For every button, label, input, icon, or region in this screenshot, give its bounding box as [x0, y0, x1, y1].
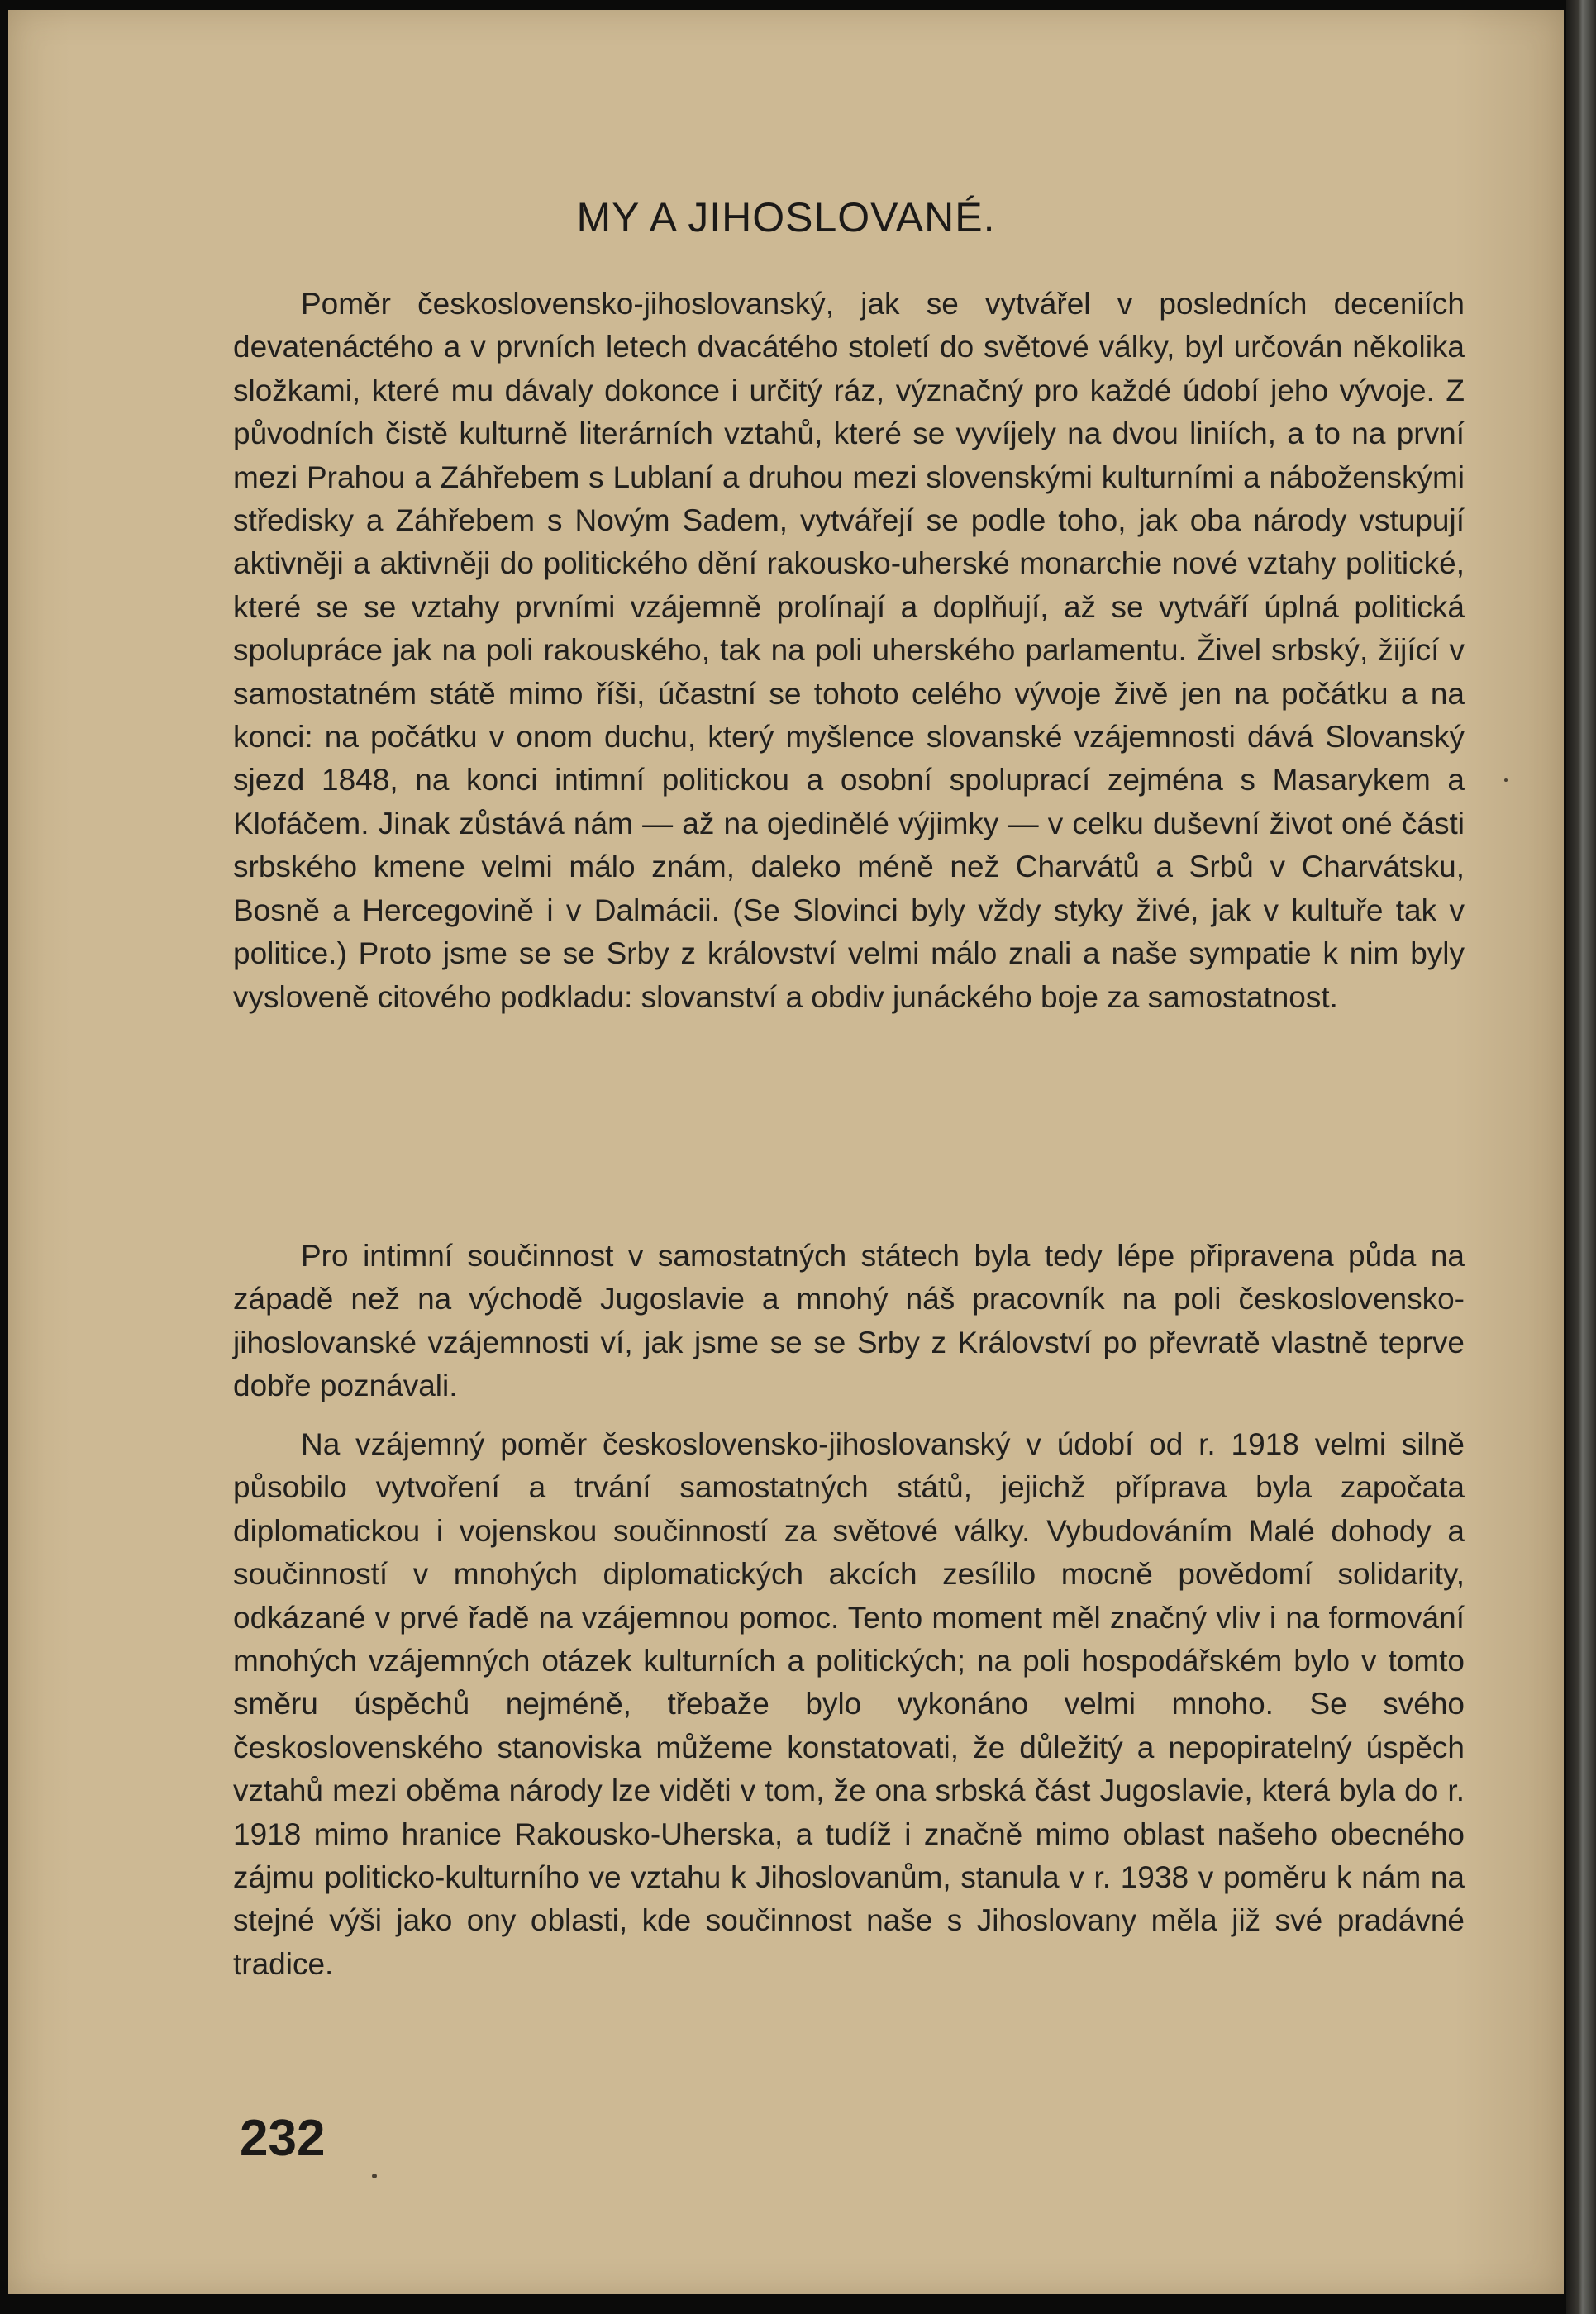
paragraph-1: Poměr československo-jihoslovanský, jak se vytvářel v posledních deceniích devatenáctého a v prvních letech dvacátého století do světové války, byl určován několika složkami, které mu dávaly dokonce i určitý ráz, význačný pro každé údobí jeho vývoje. Z původních čistě kulturně literárních vztahů, které se vyvíjely na dvou liniích, a to na první mezi Prahou a Záhřebem s Lublaní a druhou mezi slovenskými kulturními a náboženskými středisky a Záhřebem s Novým Sadem, vytvářejí se podle toho, jak oba národy vstupují aktivněji a aktivněji do politického dění rakousko-uherské monarchie nové vztahy politické, které se se vztahy prvními vzájemně prolínají a doplňují, až se vytváří úplná politická spolupráce jak na poli rakouského, tak na poli uherského parlamentu. Živel srbský, žijící v samostatném státě mimo říši, účastní se tohoto celého vývoje živě jen na počátku a na konci: na počátku v onom duchu, který myšlence slovanské vzájemnosti dává Slovanský sjezd 1848, na konci intimní politickou a osobní spoluprací zejména s Masarykem a Klofáčem. Jinak zůstává nám — až na ojedinělé výjimky — v celku duševní život oné části srbského kmene velmi málo znám, daleko méně než Charvátů a Srbů v Charvátsku, Bosně a Hercegovině i v Dalmácii. (Se Slovinci byly vždy styky živé, jak v kultuře tak v politice.) Proto jsme se se Srby z království velmi málo znali a naše sympatie k nim byly vysloveně citového podkladu: slovanství a obdiv junáckého boje za samostatnost.: [233, 287, 1465, 1014]
page-number: 232: [240, 2110, 326, 2167]
paragraph-3: Na vzájemný poměr československo-jihoslovanský v údobí od r. 1918 velmi silně působilo vytvoření a trvání samostatných států, jejichž příprava byla započata diplomatickou i vojenskou součinností za světové války. Vybudováním Malé dohody a součinností v mnohých diplomatických akcích zesílilo mocně povědomí solidarity, odkázané v prvé řadě na vzájemnou pomoc. Tento moment měl značný vliv i na formování mnohých vzájemných otázek kulturních a politických; na poli hospodářském bylo v tomto směru úspěchů nejméně, třebaže bylo vykonáno velmi mnoho. Se svého československého stanoviska můžeme konstatovati, že důležitý a nepopiratelný úspěch vztahů mezi oběma národy lze viděti v tom, že ona srbská část Jugoslavie, která byla do r. 1918 mimo hranice Rakousko-Uherska, a tudíž i značně mimo oblast našeho obecného zájmu politicko-kulturního ve vztahu k Jihoslovanům, stanula v r. 1938 v poměru k nám na stejné výši jako ony oblasti, kde součinnost naše s Jihoslovany měla již své pradávné tradice.: [233, 1427, 1465, 1981]
book-page: [8, 10, 1564, 2294]
paper-speck: [372, 2174, 377, 2178]
book-spine-edge: [1566, 0, 1596, 2314]
paper-speck: [1504, 778, 1508, 782]
paragraph-2: Pro intimní součinnost v samostatných státech byla tedy lépe připravena půda na západě než na východě Jugoslavie a mnohý náš pracovník na poli československo-jihoslovanské vzájemnosti ví, jak jsme se se Srby z Království po převratě vlastně teprve dobře poznávali.: [233, 1239, 1465, 1403]
chapter-title: MY A JIHOSLOVANÉ.: [576, 194, 996, 240]
